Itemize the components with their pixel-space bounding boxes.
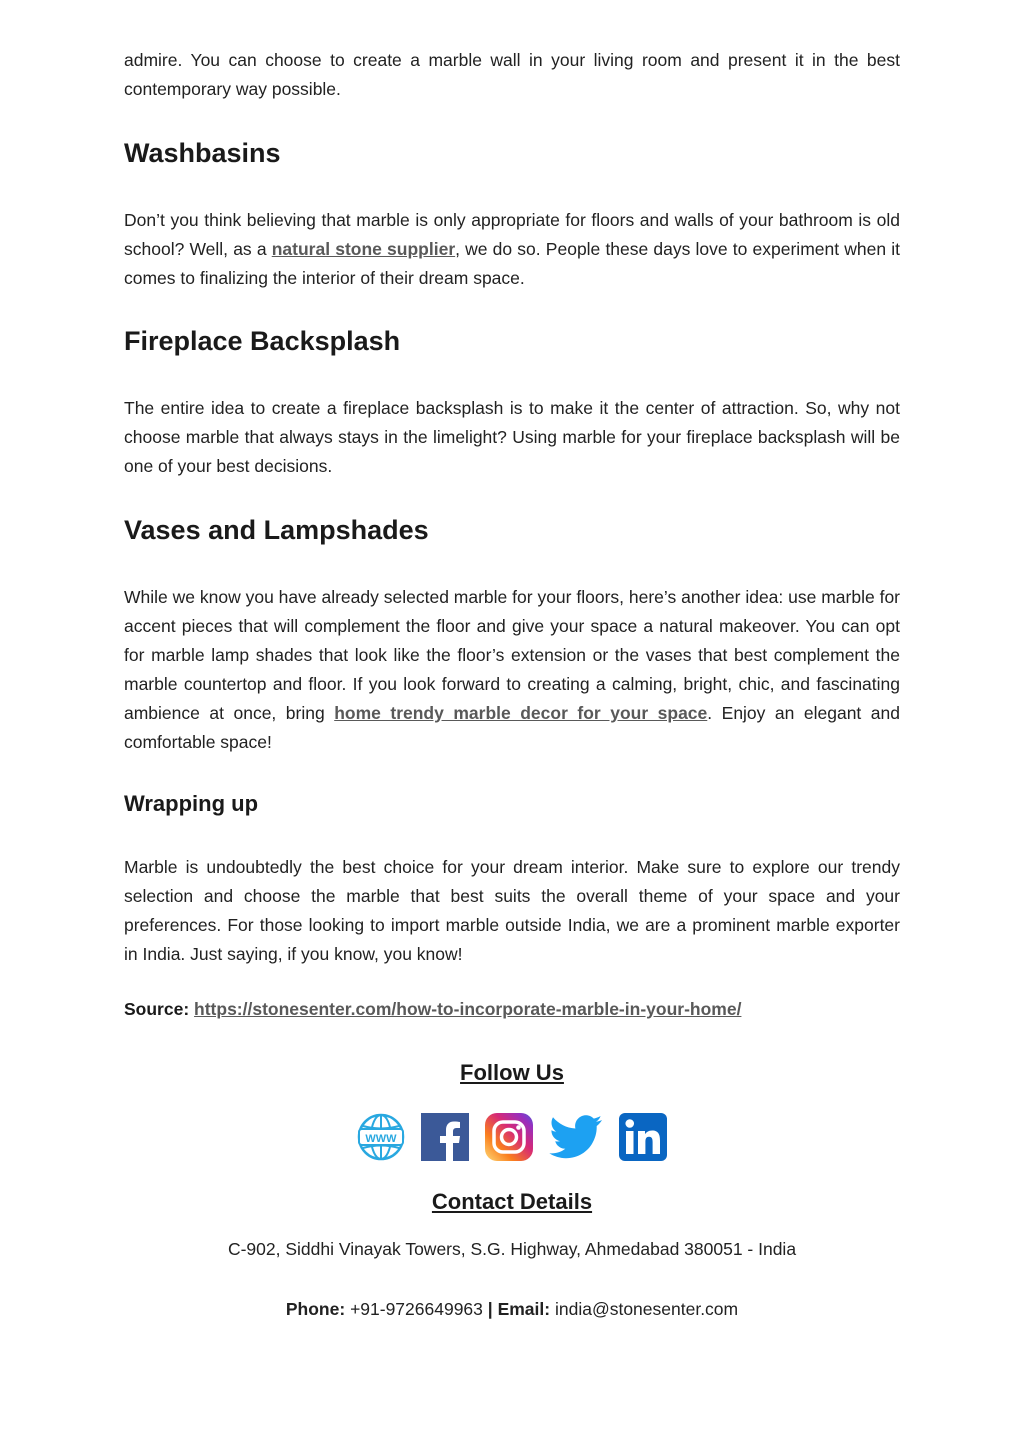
washbasins-text-before: Don’t you think believing that marble is only appropriate for floors and walls of your bathroom is old school? Well, as a — [124, 210, 900, 259]
source-label: Source: — [124, 999, 190, 1019]
intro-paragraph: admire. You can choose to create a marble wall in your living room and present it in the best contemporary way possible. — [124, 50, 900, 99]
heading-wrapping-up: Wrapping up — [124, 791, 259, 816]
address-text: C-902, Siddhi Vinayak Towers, S.G. Highway, Ahmedabad 380051 - India — [227, 1239, 797, 1259]
globe-www-icon[interactable] — [356, 1112, 406, 1162]
source-url-link[interactable]: https://stonesenter.com/how-to-incorporate-marble-in-your-home/ — [194, 999, 742, 1019]
follow-us-heading — [0, 1060, 1024, 1086]
phone-label: Phone: — [285, 1299, 346, 1319]
natural-stone-supplier-link[interactable]: natural stone supplier — [271, 239, 456, 259]
heading-fireplace: Fireplace Backsplash — [124, 326, 401, 356]
wrapping-paragraph: Marble is undoubtedly the best choice for your dream interior. Make sure to explore our trendy selection and choose the marble that best suits the overall theme of your space and your preferences. For those looking to import marble outside India, we are a prominent marble exporter in India. Just saying, if you know, you know! — [124, 857, 900, 964]
www-text: WWW — [365, 1133, 397, 1145]
contact-details-text: Contact Details — [431, 1189, 593, 1214]
follow-us-text: Follow Us — [460, 1060, 564, 1085]
vases-text-after: . Enjoy an elegant and comfortable space! — [124, 703, 900, 752]
vases-paragraph — [124, 583, 900, 757]
separator: | — [487, 1299, 493, 1319]
linkedin-icon[interactable] — [618, 1112, 668, 1162]
washbasins-paragraph — [124, 206, 900, 293]
email-label: Email: — [497, 1299, 551, 1319]
contact-details-heading — [0, 1189, 1024, 1215]
address-line — [0, 1239, 1024, 1260]
source-line — [124, 999, 900, 1020]
facebook-icon[interactable] — [420, 1112, 470, 1162]
twitter-icon[interactable] — [548, 1112, 604, 1162]
heading-washbasins: Washbasins — [124, 138, 281, 168]
home-trendy-marble-decor-link[interactable]: home trendy marble decor for your space — [334, 703, 708, 723]
vases-text-before: While we know you have already selected marble for your floors, here’s another idea: use marble for accent pieces that will complement the floor and give your space a natural makeover. You can opt for marble lamp shades that look like the floor’s extension or the vases that best complement the marble countertop and floor. If you look forward to creating a calming, bright, chic, and fascinating ambience at once, bring — [124, 587, 900, 723]
heading-vases: Vases and Lampshades — [124, 515, 429, 545]
email-value: india@stonesenter.com — [554, 1299, 739, 1319]
social-icons-row — [0, 1112, 1024, 1162]
phone-email-line — [0, 1299, 1024, 1320]
instagram-icon[interactable] — [484, 1112, 534, 1162]
fireplace-paragraph: The entire idea to create a fireplace backsplash is to make it the center of attraction. So, why not choose marble that always stays in the limelight? Using marble for your fireplace backsplash will be one of your best decisions. — [124, 398, 900, 476]
washbasins-text-after: , we do so. People these days love to experiment when it comes to finalizing the interior of their dream space. — [124, 239, 901, 288]
phone-value: +91-9726649963 — [350, 1299, 483, 1319]
